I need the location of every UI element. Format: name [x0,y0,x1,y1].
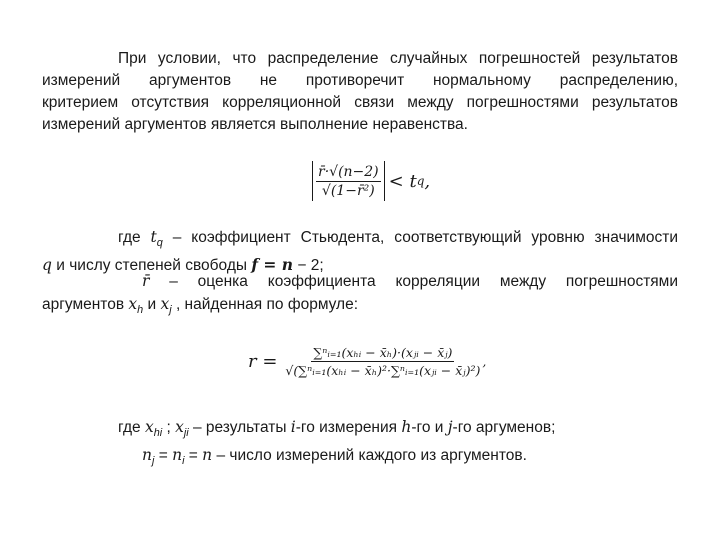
inequality-denominator: √(1−r̄²) [321,182,375,199]
results-paragraph [42,416,678,472]
student-line-1 [42,226,678,254]
results-line-1 [42,416,678,444]
ni-symbol: n [172,445,183,464]
correlation-fraction [283,345,482,378]
correlation-formula [248,336,486,386]
inequality-rhs-sub: q [416,174,425,188]
inequality-trailing: , [424,170,431,192]
intro-line-4: измерений аргументов является выполнение неравенства. [42,116,468,133]
xj-symbol: x [160,295,170,313]
correlation-line-1 [42,270,678,293]
correlation-denominator: √(∑ⁿᵢ₌₁(xₕᵢ − x̄ₕ)²·∑ⁿᵢ₌₁(xⱼᵢ − x̄ⱼ)²) [285,362,481,378]
text-fragment: – число измерений каждого из аргументов. [212,446,527,464]
text-fragment: ; [162,419,176,436]
text-fragment: и [143,296,161,313]
text-fragment: , найденная по формуле: [171,296,359,313]
nj-symbol: n [142,445,152,464]
intro-line-1: При условии, что распределение случайных погрешностей результатов [118,50,678,67]
text-fragment: – оценка коэффициента корреляции между погрешностями [149,273,678,290]
xh-subscript: h [137,303,144,316]
xji-symbol: x [175,418,184,436]
xhi-symbol: x [144,418,154,436]
results-line-2 [42,444,678,472]
text-fragment: – результаты [188,419,291,436]
correlation-paragraph [42,270,678,321]
intro-line-2: измерений аргументов не противоречит нормальному распределению, [42,72,678,89]
inequality-numerator: r̄·√(n−2) [318,163,379,180]
nj-subscript: j [151,454,155,467]
f-equation: f = n [251,254,294,274]
inequality-relation: < t [388,170,417,192]
i-symbol: i [290,418,296,436]
abs-value-bars [312,161,385,201]
text-fragment: где [118,419,145,436]
t-symbol: t [150,228,157,246]
j-symbol: j [447,418,453,436]
text-fragment: -го измерения [295,419,402,436]
text-fragment: -го и [411,419,448,436]
inequality-fraction [316,164,381,199]
text-fragment: = [184,446,203,464]
text-fragment: аргументов [42,296,129,313]
correlation-line-2 [42,293,678,321]
xji-subscript: ji [183,426,189,439]
ni-subscript: i [182,454,185,467]
t-subscript: q [156,236,163,249]
text-fragment: где [118,229,151,246]
text-fragment: – коэффициент Стьюдента, соответствующий уровню значимости [162,229,678,246]
q-symbol: q [42,255,52,274]
xh-symbol: x [128,295,138,313]
n-symbol: n [202,445,213,464]
text-fragment: и числу степеней свободы [51,256,252,274]
correlation-numerator: ∑ⁿᵢ₌₁(xₕᵢ − x̄ₕ)·(xⱼᵢ − x̄ⱼ) [313,344,453,360]
text-fragment: -го аргуменов; [452,419,556,436]
r-bar-symbol: r̄ [142,272,150,290]
h-symbol: h [401,418,412,436]
xj-subscript: j [169,303,172,316]
correlation-lhs: r = [248,350,278,372]
correlation-trailing: , [482,353,487,369]
intro-line-3: критерием отсутствия корреляционной связи между погрешностями результатов [42,94,678,111]
text-fragment: = [154,446,173,464]
intro-paragraph [42,48,678,136]
inequality-formula [312,160,430,202]
xhi-subscript: hi [153,426,163,439]
text-fragment: − 2; [293,256,324,274]
